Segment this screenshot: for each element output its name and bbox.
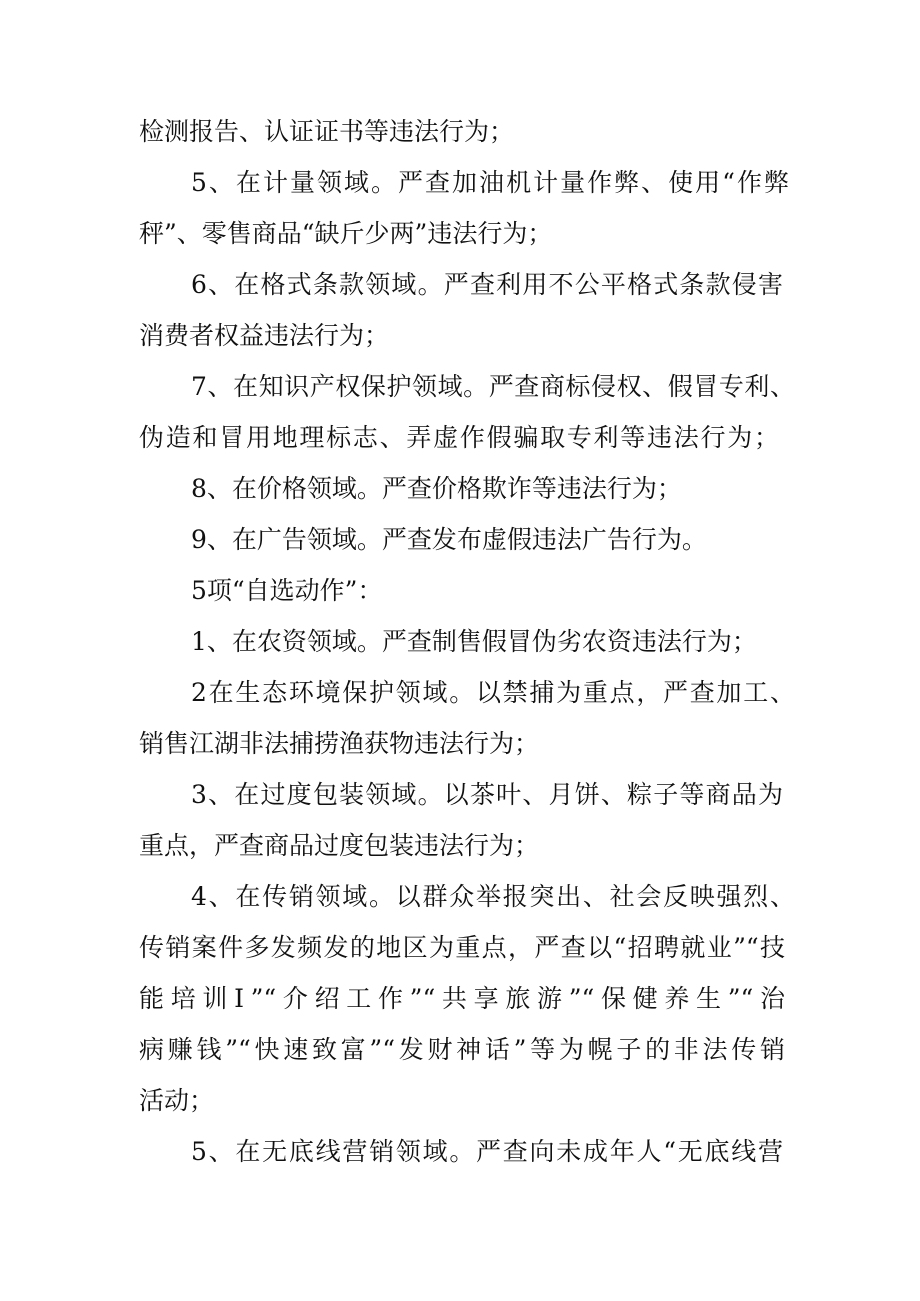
text-line: 4、在传销领域。以群众举报突出、社会反映强烈、 — [191, 882, 795, 911]
text-line: 检测报告、认证证书等违法行为； — [139, 117, 515, 146]
text-line: 5、在无底线营销领域。严查向未成年人“无底线营 — [191, 1137, 783, 1166]
text-line: 3、在过度包装领域。以茶叶、月饼、粽子等商品为 — [191, 780, 783, 809]
text-line: 传销案件多发频发的地区为重点，严查以“招聘就业”“技 — [139, 933, 785, 962]
text-line: 7、在知识产权保护领域。严查商标侵权、假冒专利、 — [191, 372, 795, 401]
text-line: 9、在广告领域。严查发布虚假违法广告行为。 — [191, 525, 707, 554]
text-line: 8、在价格领域。严查价格欺诈等违法行为； — [191, 474, 682, 503]
text-line: 5项“自选动作”： — [191, 576, 383, 605]
text-line: 病赚钱”“快速致富”“发财神话”等为幌子的非法传销 — [139, 1035, 785, 1064]
text-line: 活动； — [139, 1086, 215, 1115]
text-line: 秤”、零售商品“缺斤少两”违法行为； — [139, 219, 553, 248]
text-line: 5、在计量领域。严查加油机计量作弊、使用“作弊 — [191, 168, 789, 197]
text-line: 销售江湖非法捕捞渔获物违法行为； — [139, 729, 540, 758]
text-line: 2在生态环境保护领域。以禁捕为重点，严查加工、 — [191, 678, 795, 707]
text-line: 伪造和冒用地理标志、弄虚作假骗取专利等违法行为； — [139, 423, 779, 452]
text-line: 6、在格式条款领域。严查利用不公平格式条款侵害 — [191, 270, 783, 299]
text-line: 重点，严查商品过度包装违法行为； — [139, 831, 540, 860]
text-line: 消费者权益违法行为； — [139, 321, 390, 350]
text-line: 能培训Ⅰ”“介绍工作”“共享旅游”“保健养生”“治 — [139, 984, 785, 1013]
text-line: 1、在农资领域。严查制售假冒伪劣农资违法行为； — [191, 627, 757, 656]
